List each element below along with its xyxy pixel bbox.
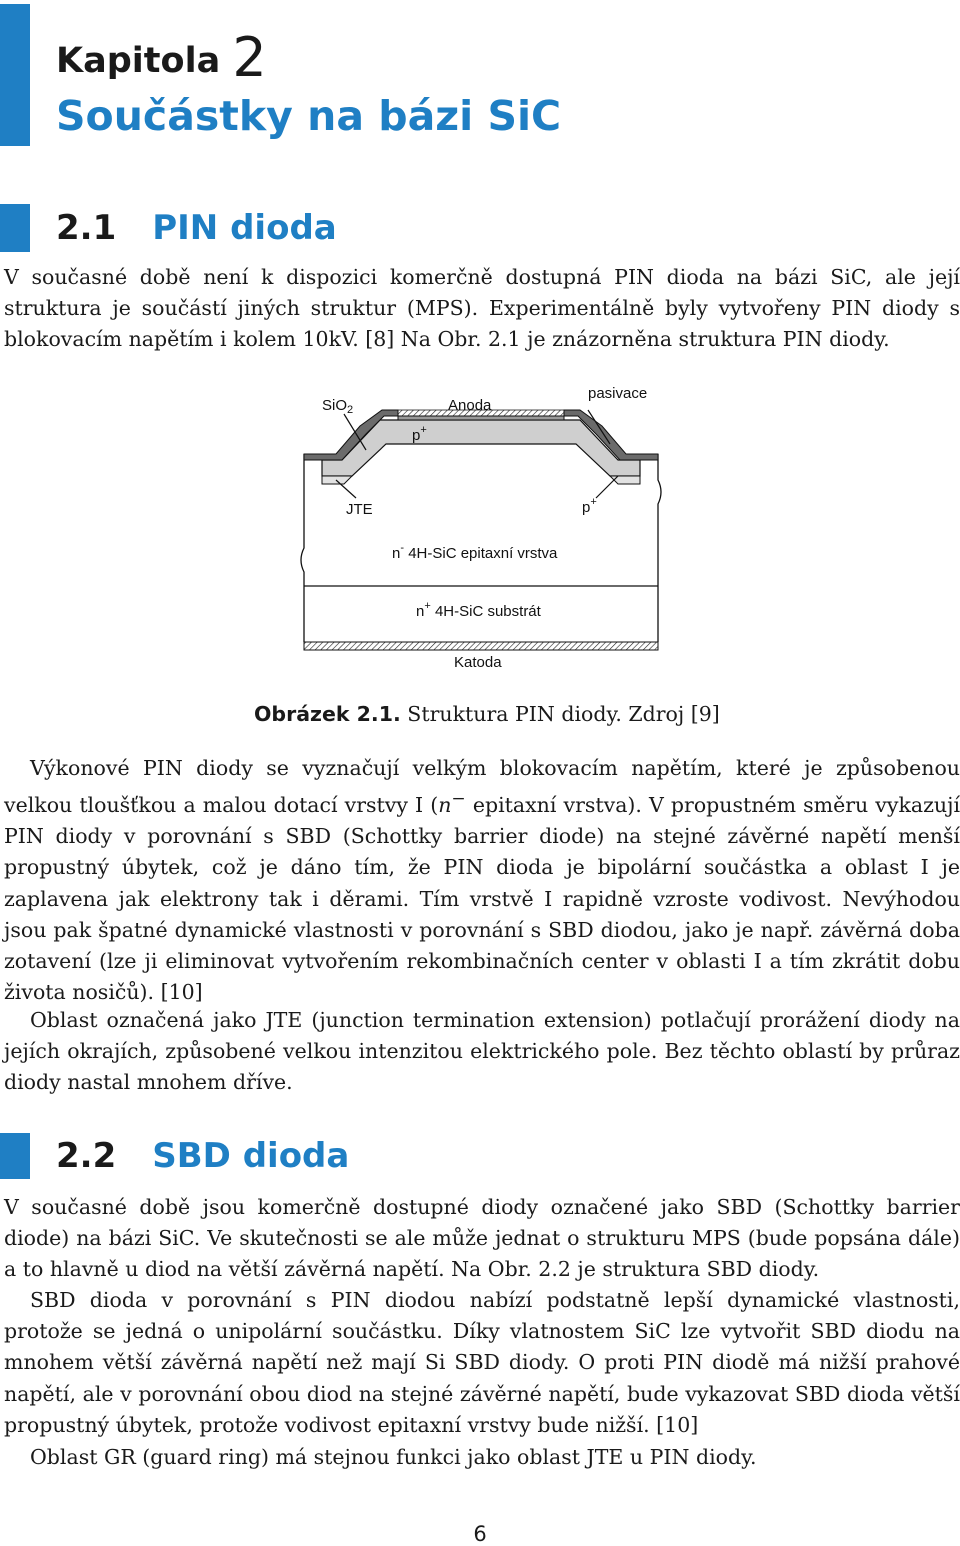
section-heading xyxy=(56,208,337,248)
p-plus-top-label: p+ xyxy=(412,424,427,444)
paragraph: V současné době jsou komerčně dostupné diody označené jako SBD (Schottky barrier diode) na bázi SiC. Ve skutečnosti se ale může jednat o strukturu MPS (bude popsána dále) a to hlavně u diod na větší závěrná napětí. Na Obr. 2.2 je struktura SBD diody. xyxy=(4,1195,960,1282)
page-number: 6 xyxy=(473,1522,487,1546)
paragraph xyxy=(4,753,960,1008)
cathode-label: Katoda xyxy=(454,654,502,671)
figure-caption xyxy=(254,702,720,726)
chapter-accent-bar xyxy=(0,4,30,146)
minus-superscript: − xyxy=(451,789,466,810)
figure-caption-label: Obrázek 2.1. xyxy=(254,702,401,726)
section-title: SBD dioda xyxy=(152,1136,350,1176)
jte-label: JTE xyxy=(346,501,373,518)
section-heading xyxy=(56,1136,349,1176)
jte-left xyxy=(322,476,352,484)
paragraph-text: epitaxní vrstva). V propustném směru vykazují PIN diody v porovnání s SBD (Schottky barrier diode) na stejné závěrné napětí menší propustný úbytek, což je dáno tím, že PIN dioda je bipolární součástka a oblast I je zaplavena jak elektrony tak i děrami. Tím vrstvě I rapidně vzroste vodivost. Nevýhodou jsou pak špatné dynamické vlastnosti v porovnání s SBD diodou, jako je např. závěrná doba zotavení (lze ji eliminovat vytvořením rekombinačních center v oblasti I a tím zkrátit dobu života nosičů). [10] xyxy=(4,793,960,1005)
section-accent-bar xyxy=(0,204,30,252)
paragraph: V současné době není k dispozici komerčně dostupná PIN dioda na bázi SiC, ale její struktura je součástí jiných struktur (MPS). Experimentálně byly vytvořeny PIN diody s blokovacím napětím i kolem 10kV. [8] Na Obr. 2.1 je znázorněna struktura PIN diody. xyxy=(4,265,960,352)
pin-diode-diagram xyxy=(296,380,666,675)
paragraph: Oblast označená jako JTE (junction termination extension) potlačují prorážení diody na jejích okrajích, způsobené velkou intenzitou elektrického pole. Bez těchto oblastí by průraz diody nastal mnohem dříve. xyxy=(4,1008,960,1095)
anode-metal xyxy=(398,416,564,420)
pasivace-label: pasivace xyxy=(588,385,648,402)
section-number: 2.2 xyxy=(56,1136,117,1176)
epi-layer-label: n- 4H-SiC epitaxní vrstva xyxy=(392,542,558,562)
p-plus-right-label: p+ xyxy=(582,496,597,516)
chapter-kicker xyxy=(56,22,267,89)
chapter-title: Součástky na bázi SiC xyxy=(56,92,562,140)
section-number: 2.1 xyxy=(56,208,117,248)
paragraph: SBD dioda v porovnání s PIN diodou nabízí podstatně lepší dynamické vlastnosti, protože se jedná o unipolární součástku. Díky vlatnostem SiC lze vytvořit SBD diodu na mnohem větší závěrná napětí než mají Si SBD diody. O proti PIN diodě má nižší prahové napětí, ale v porovnání obou diod na stejné závěrné napětí, bude vykazovat SBD dioda větší propustný úbytek, protože vodivost epitaxní vrstvy bude nižší. [10] xyxy=(4,1288,960,1437)
section-accent-bar xyxy=(0,1133,30,1179)
cathode-contact xyxy=(304,642,658,650)
n-symbol: n xyxy=(438,793,452,818)
p-plus-leader xyxy=(596,476,618,498)
paragraph-text: Výkonové PIN diody se vyznačují velkým blokovacím napětím, které je způsobenou velkou tloušťkou a malou dotací vrstvy I ( xyxy=(4,756,960,818)
anode-label: Anoda xyxy=(448,397,492,414)
body-left-wall xyxy=(301,454,304,642)
body-right-wall xyxy=(658,454,661,642)
pin-diode-structure-figure xyxy=(296,380,666,675)
chapter-number: 2 xyxy=(232,26,267,89)
chapter-kicker-label: Kapitola xyxy=(56,41,221,81)
substrate-label: n+ 4H-SiC substrát xyxy=(416,600,541,620)
paragraph: Oblast GR (guard ring) má stejnou funkci jako oblast JTE u PIN diody. xyxy=(30,1445,757,1469)
section-title: PIN dioda xyxy=(152,208,337,248)
figure-caption-text: Struktura PIN diody. Zdroj [9] xyxy=(407,702,720,726)
sio2-label: SiO$_2$ xyxy=(322,397,354,416)
